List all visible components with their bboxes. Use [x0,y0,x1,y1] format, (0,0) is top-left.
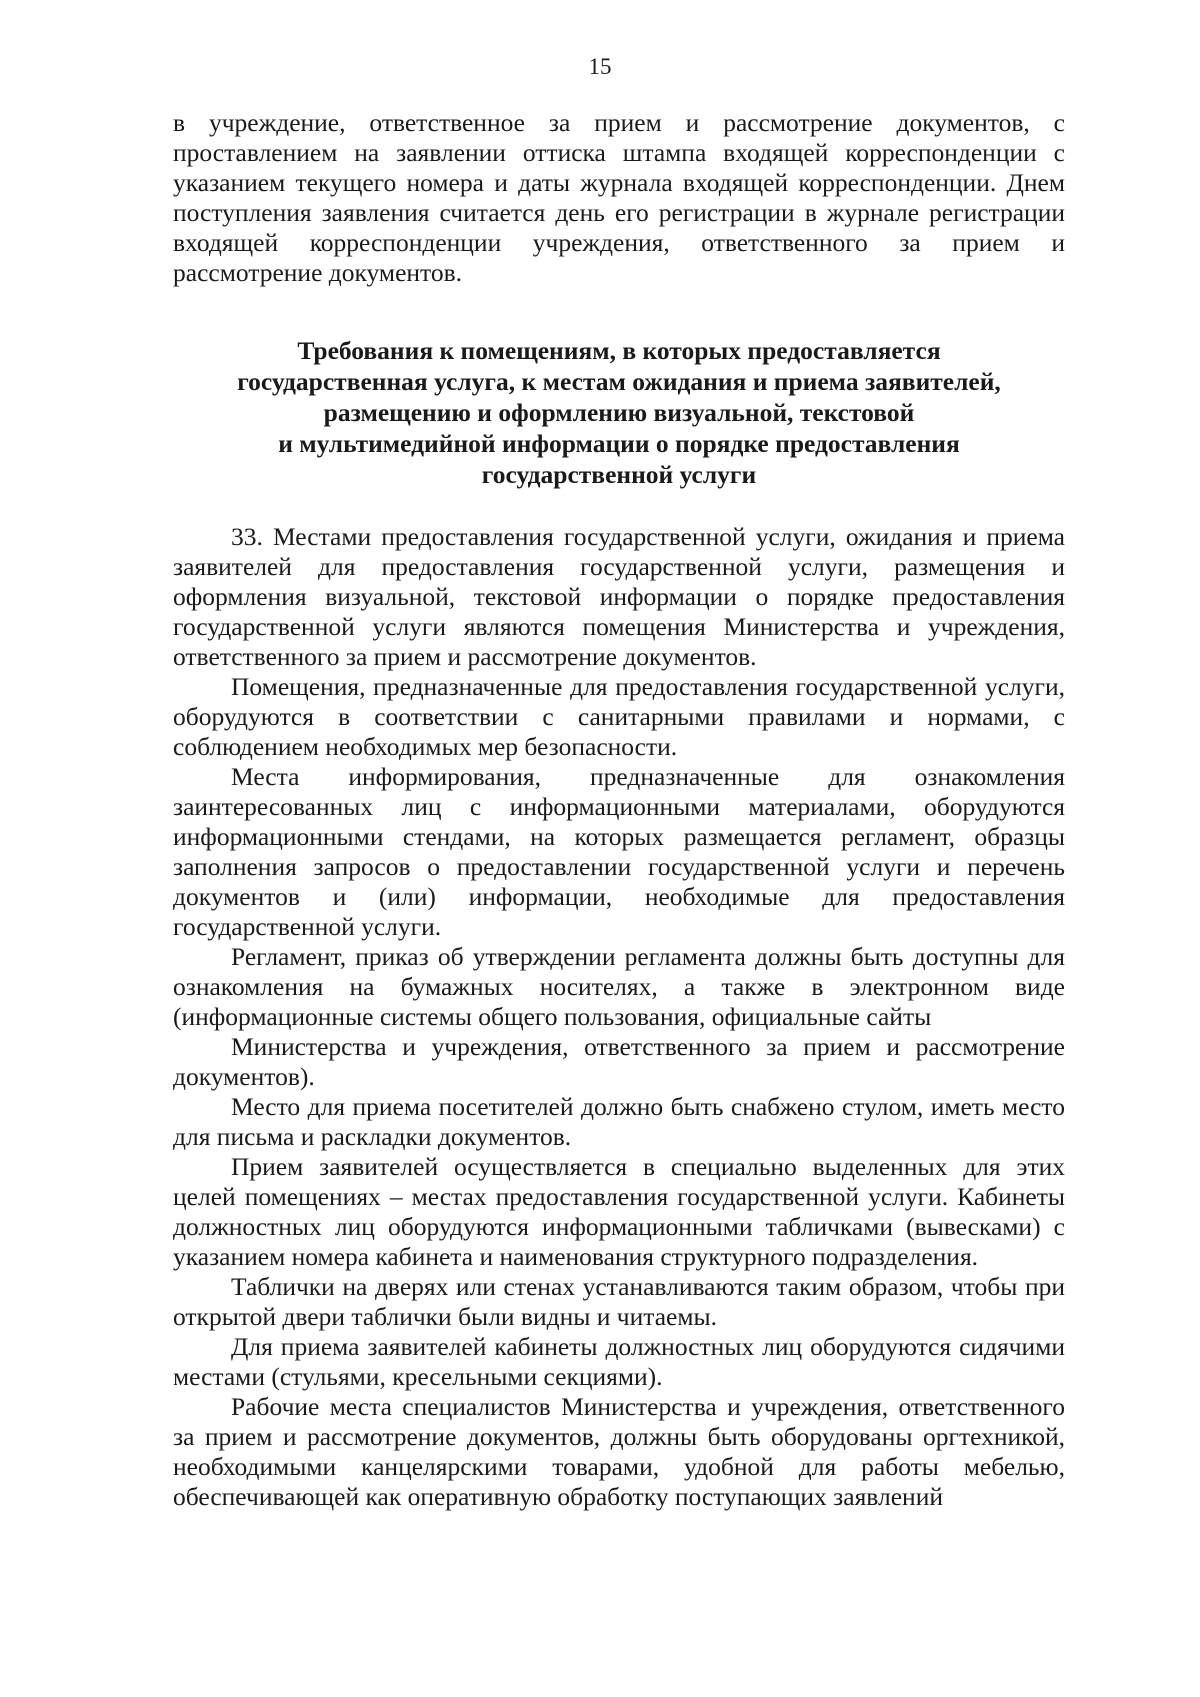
paragraph: Места информирования, предназначенные для ознакомления заинтересованных лиц с информационными материалами, оборудуются информационными стендами, на которых размещается регламент, образцы заполнения запросов о предоставлении государственной услуги и перечень документов и (или) информации, необходимые для предоставления государственной услуги. [173,762,1065,941]
paragraph-33: 33. Местами предоставления государственной услуги, ожидания и приема заявителей для предоставления государственной услуги, размещения и оформления визуальной, текстовой информации о порядке предоставления государственной услуги являются помещения Министерства и учреждения, ответственного за прием и рассмотрение документов. [173,522,1065,671]
heading-line: размещению и оформлению визуальной, текстовой [323,398,915,427]
heading-line: государственная услуга, к местам ожидания и приема заявителей, [237,367,1001,396]
paragraph: Прием заявителей осуществляется в специально выделенных для этих целей помещениях – местах предоставления государственной услуги. Кабинеты должностных лиц оборудуются информационными табличками (вывесками) с указанием номера кабинета и наименования структурного подразделения. [173,1152,1065,1271]
document-body [173,108,1065,1512]
heading-line: и мультимедийной информации о порядке предоставления [278,429,960,458]
paragraph: Регламент, приказ об утверждении регламента должны быть доступны для ознакомления на бумажных носителях, а также в электронном виде (информационные системы общего пользования, официальные сайты [173,942,1065,1031]
intro-paragraph: в учреждение, ответственное за прием и рассмотрение документов, с проставлением на заявлении оттиска штампа входящей корреспонденции с указанием текущего номера и даты журнала входящей корреспонденции. Днем поступления заявления считается день его регистрации в журнале регистрации входящей корреспонденции учреждения, ответственного за прием и рассмотрение документов. [173,108,1065,287]
section-heading [173,335,1065,490]
paragraph: Помещения, предназначенные для предоставления государственной услуги, оборудуются в соответствии с санитарными правилами и нормами, с соблюдением необходимых мер безопасности. [173,672,1065,761]
page-number: 15 [588,54,612,79]
paragraph: Место для приема посетителей должно быть снабжено стулом, иметь место для письма и раскладки документов. [173,1092,1065,1151]
paragraph: Для приема заявителей кабинеты должностных лиц оборудуются сидячими местами (стульями, кресельными секциями). [173,1332,1065,1391]
paragraph: Министерства и учреждения, ответственного за прием и рассмотрение документов). [173,1032,1065,1091]
heading-line: государственной услуги [481,460,757,489]
paragraph: Таблички на дверях или стенах устанавливаются таким образом, чтобы при открытой двери таблички были видны и читаемы. [173,1272,1065,1331]
heading-line: Требования к помещениям, в которых предоставляется [297,336,941,365]
paragraph: Рабочие места специалистов Министерства и учреждения, ответственного за прием и рассмотрение документов, должны быть оборудованы оргтехникой, необходимыми канцелярскими товарами, удобной для работы мебелью, обеспечивающей как оперативную обработку поступающих заявлений [173,1392,1065,1511]
